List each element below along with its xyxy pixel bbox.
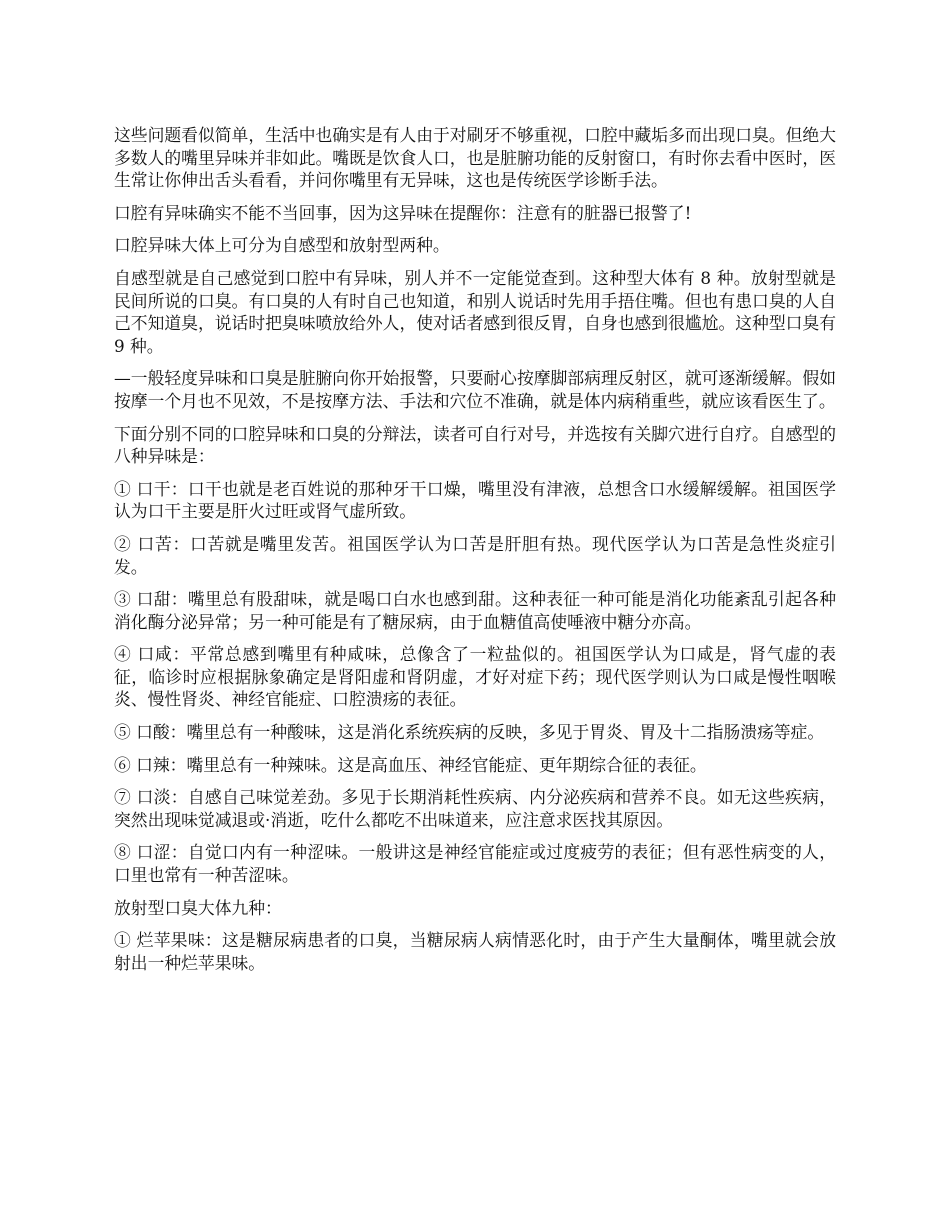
- list-item-sweet-mouth: ③ 口甜：嘴里总有股甜味，就是喝口白水也感到甜。这种表征一种可能是消化功能紊乱引起各种消化酶分泌异常；另一种可能是有了糖尿病，由于血糖值高使唾液中糖分亦高。: [114, 589, 836, 632]
- document-body: [114, 124, 836, 984]
- paragraph-types: 口腔异味大体上可分为自感型和放射型两种。: [114, 235, 450, 256]
- list-item-rotten-apple: ① 烂苹果味：这是糖尿病患者的口臭，当糖尿病人病情恶化时，由于产生大量酮体，嘴里就会放射出一种烂苹果味。: [114, 930, 836, 973]
- list-item-sour-mouth: ⑤ 口酸：嘴里总有一种酸味，这是消化系统疾病的反映，多见于胃炎、胃及十二指肠溃疡等症。: [114, 722, 825, 743]
- paragraph-self-sensed-intro: 下面分别不同的口腔异味和口臭的分辩法，读者可自行对号，并选按有关脚穴进行自疗。自感型的八种异味是：: [114, 423, 836, 467]
- list-item-spicy-mouth: ⑥ 口辣：嘴里总有一种辣味。这是高血压、神经官能症、更年期综合征的表征。: [114, 754, 707, 775]
- paragraph-massage-advice: —一般轻度异味和口臭是脏腑向你开始报警，只要耐心按摩脚部病理反射区，就可逐渐缓解。假如按摩一个月也不见效，不是按摩方法、手法和穴位不准确，就是体内病稍重些，就应该看医生了。: [114, 368, 836, 411]
- paragraph-warning: 口腔有异味确实不能不当回事，因为这异味在提醒你：注意有的脏器已报警了!: [114, 202, 692, 223]
- list-item-dry-mouth: ① 口干：口干也就是老百姓说的那种牙干口燥，嘴里没有津液，总想含口水缓解缓解。祖国医学认为口干主要是肝火过旺或肾气虚所致。: [114, 478, 836, 522]
- list-item-astringent-mouth: ⑧ 口涩：自觉口内有一种涩味。一般讲这是神经官能症或过度疲劳的表征；但有恶性病变的人，口里也常有一种苦涩味。: [114, 842, 836, 886]
- paragraph-type-description: 自感型就是自己感觉到口腔中有异味，别人并不一定能觉查到。这种型大体有 8 种。放射型就是民间所说的口臭。有口臭的人有时自己也知道，和别人说话时先用手捂住嘴。但也有患口臭的人自己不知道臭，说话时把臭味喷放给外人，使对话者感到很反胃，自身也感到很尴尬。这种型口臭有 9 种。: [114, 267, 836, 356]
- paragraph-radiating-intro: 放射型口臭大体九种：: [114, 897, 282, 918]
- paragraph-intro: 这些问题看似简单，生活中也确实是有人由于对刷牙不够重视，口腔中藏垢多而出现口臭。但绝大多数人的嘴里异味并非如此。嘴既是饮食人口，也是脏腑功能的反射窗口，有时你去看中医时，医生常让你伸出舌头看看，并问你嘴里有无异味，这也是传统医学诊断手法。: [114, 125, 836, 191]
- list-item-bland-mouth: ⑦ 口淡：自感自己味觉差劲。多见于长期消耗性疾病、内分泌疾病和营养不良。如无这些疾病，突然出现味觉减退或·消逝，吃什么都吃不出味道来，应注意求医找其原因。: [114, 787, 836, 830]
- list-item-bitter-mouth: ② 口苦：口苦就是嘴里发苦。祖国医学认为口苦是肝胆有热。现代医学认为口苦是急性炎症引发。: [114, 533, 836, 577]
- list-item-salty-mouth: ④ 口咸：平常总感到嘴里有种咸味，总像含了一粒盐似的。祖国医学认为口咸是，肾气虚的表征，临诊时应根据脉象确定是肾阳虚和肾阴虚，才好对症下药；现代医学则认为口咸是慢性咽喉炎、慢性肾炎、神经官能症、口腔溃疡的表征。: [114, 644, 836, 710]
